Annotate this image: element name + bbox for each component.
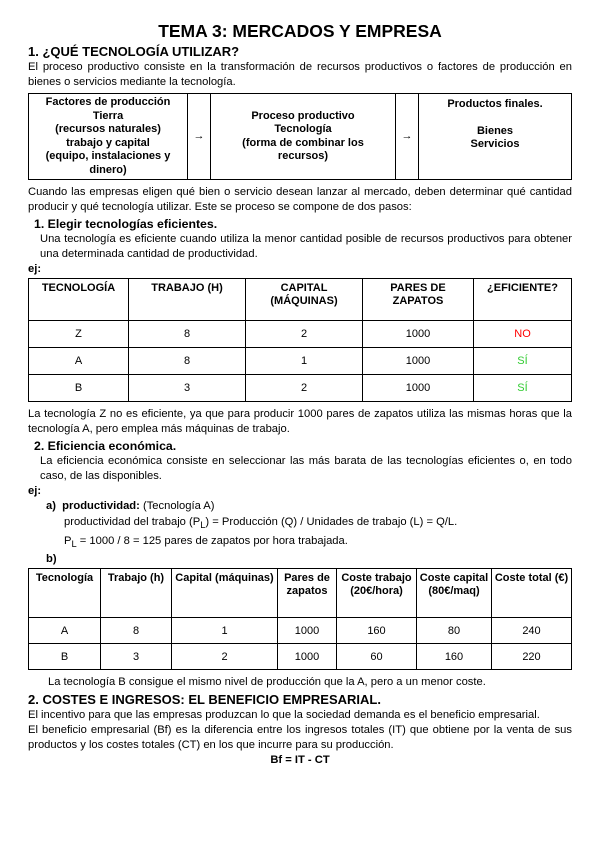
table-cell: 1000 (278, 618, 337, 644)
table-cell: 2 (172, 644, 278, 670)
table-cell: 1 (172, 618, 278, 644)
table-header-cell: Coste total (€) (492, 569, 572, 618)
table-header-cell: PARES DE ZAPATOS (363, 279, 474, 321)
formula-text: P (64, 535, 72, 548)
table-cell: 2 (246, 375, 363, 402)
section-1-heading: 1. ¿QUÉ TECNOLOGÍA UTILIZAR? (28, 44, 240, 59)
flow-factores-line: trabajo y capital (66, 136, 150, 149)
table-cell: A (29, 348, 129, 375)
formula-text: ) = Producción (Q) / Unidades de trabajo (L) = Q/L. (205, 516, 458, 528)
flow-proceso-line: Tecnología (274, 123, 332, 135)
step-2-heading: 2. Eficiencia económica. (34, 439, 177, 453)
flow-box-factores (29, 94, 188, 180)
table-header-cell: Capital (máquinas) (172, 569, 278, 618)
step-2-conclusion: La tecnología B consigue el mismo nivel de producción que la A, pero a un menor coste. (48, 676, 486, 689)
flow-factores-line: (equipo, instalaciones y (45, 150, 171, 162)
table-cell: 1000 (363, 321, 474, 348)
flow-box-productos (419, 94, 572, 180)
productivity-formula (64, 514, 572, 533)
table-cell: 220 (492, 644, 572, 670)
table-cell: 3 (129, 375, 246, 402)
item-a-title: productividad: (62, 500, 140, 512)
flow-proceso-line: (forma de combinar los (242, 136, 364, 149)
step-1-text: Una tecnología es eficiente cuando utiliza la menor cantidad posible de recursos productivos para obtener una determinada cantidad de productividad. (40, 233, 572, 260)
flow-productos-title: Productos finales. (447, 98, 543, 110)
flow-arrow-1: → (188, 94, 211, 180)
table-row (29, 348, 572, 375)
table-header-cell: Tecnología (29, 569, 101, 618)
table-cell: 240 (492, 618, 572, 644)
efficiency-yes: SÍ (474, 375, 572, 402)
table-cell: B (29, 644, 101, 670)
table-cell: 8 (129, 348, 246, 375)
formula-text: productividad del trabajo (P (64, 516, 201, 528)
flow-factores-line: (recursos naturales) (55, 123, 161, 135)
section-2-heading: 2. COSTES E INGRESOS: EL BENEFICIO EMPRESARIAL. (28, 692, 381, 708)
table-row (29, 644, 572, 670)
flow-proceso-line: recursos) (277, 150, 329, 162)
table-cell: 60 (337, 644, 417, 670)
table-cell: 8 (129, 321, 246, 348)
table-cell: 1000 (363, 375, 474, 402)
table-header-cell: CAPITAL (MÁQUINAS) (246, 279, 363, 321)
table-header-cell: TRABAJO (H) (129, 279, 246, 321)
table-cell: 80 (417, 618, 492, 644)
flow-factores-line: Tierra (92, 109, 124, 122)
productivity-calculation (64, 533, 572, 552)
table-cell: B (29, 375, 129, 402)
section-1-intro: El proceso productivo consiste en la transformación de recursos productivos o factores de producción en bienes o servicios mediante la tecnología. (28, 61, 572, 88)
flow-box-proceso (211, 94, 396, 180)
efficiency-yes: SÍ (474, 348, 572, 375)
item-a-note: (Tecnología A) (142, 500, 215, 512)
table-cell: 1 (246, 348, 363, 375)
example-label: ej: (28, 263, 42, 275)
flow-arrow-2: → (396, 94, 419, 180)
table-cell: 160 (417, 644, 492, 670)
table-header-cell: Coste capital (80€/maq) (417, 569, 492, 618)
table-cell: 2 (246, 321, 363, 348)
item-b-label: b) (46, 553, 57, 566)
table-header-cell: Pares de zapatos (278, 569, 337, 618)
flow-productos-item: Servicios (470, 138, 520, 150)
example-label: ej: (28, 485, 42, 497)
flow-proceso-line: Proceso productivo (251, 109, 355, 122)
table-header-cell: Coste trabajo (20€/hora) (337, 569, 417, 618)
item-a-label: a) (46, 500, 56, 512)
efficiency-table (28, 278, 572, 402)
profit-formula: Bf = IT - CT (270, 754, 330, 767)
efficiency-no: NO (474, 321, 572, 348)
table-cell: 1000 (278, 644, 337, 670)
item-a (46, 498, 572, 514)
table-header-cell: TECNOLOGÍA (29, 279, 129, 321)
step-1-heading: 1. Elegir tecnologías eficientes. (34, 217, 218, 231)
step-2-text: La eficiencia económica consiste en seleccionar las más barata de las tecnologías eficientes o, en todo caso, de las disponibles. (40, 455, 572, 482)
formula-subscript: L (200, 520, 206, 531)
table-header-row (29, 279, 572, 321)
formula-text: = 1000 / 8 = 125 pares de zapatos por hora trabajada. (76, 535, 348, 548)
table-header-cell: ¿EFICIENTE? (474, 279, 572, 321)
step-1-conclusion: La tecnología Z no es eficiente, ya que para producir 1000 pares de zapatos utiliza las mismas horas que la tecnología A, pero emplea más máquinas de trabajo. (28, 408, 572, 435)
table-header-row (29, 569, 572, 618)
table-cell: 8 (101, 618, 172, 644)
flow-productos-item: Bienes (476, 124, 514, 137)
table-cell: A (29, 618, 101, 644)
production-flow-diagram (28, 93, 572, 180)
page-title: TEMA 3: MERCADOS Y EMPRESA (158, 21, 442, 41)
table-cell: 1000 (363, 348, 474, 375)
table-header-cell: Trabajo (h) (101, 569, 172, 618)
table-cell: 160 (337, 618, 417, 644)
flow-factores-line: Factores de producción (45, 96, 171, 108)
formula-subscript: L (71, 539, 77, 550)
table-cell: 3 (101, 644, 172, 670)
section-2-paragraph-2: El beneficio empresarial (Bf) es la diferencia entre los ingresos totales (IT) que obtiene por la venta de sus productos y los costes totales (CT) en los que incurre para su producción. (28, 724, 572, 752)
table-cell: Z (29, 321, 129, 348)
flow-factores-line: dinero) (89, 163, 127, 176)
table-row (29, 618, 572, 644)
table-row (29, 321, 572, 348)
cost-table (28, 568, 572, 670)
section-1-paragraph-2: Cuando las empresas eligen qué bien o servicio desean lanzar al mercado, deben determinar qué cantidad producir y qué tecnología utilizar. Este se proceso se compone de dos pasos: (28, 186, 572, 213)
table-row (29, 375, 572, 402)
section-2-paragraph-1: El incentivo para que las empresas produzcan lo que la sociedad demanda es el beneficio empresarial. (28, 709, 540, 722)
